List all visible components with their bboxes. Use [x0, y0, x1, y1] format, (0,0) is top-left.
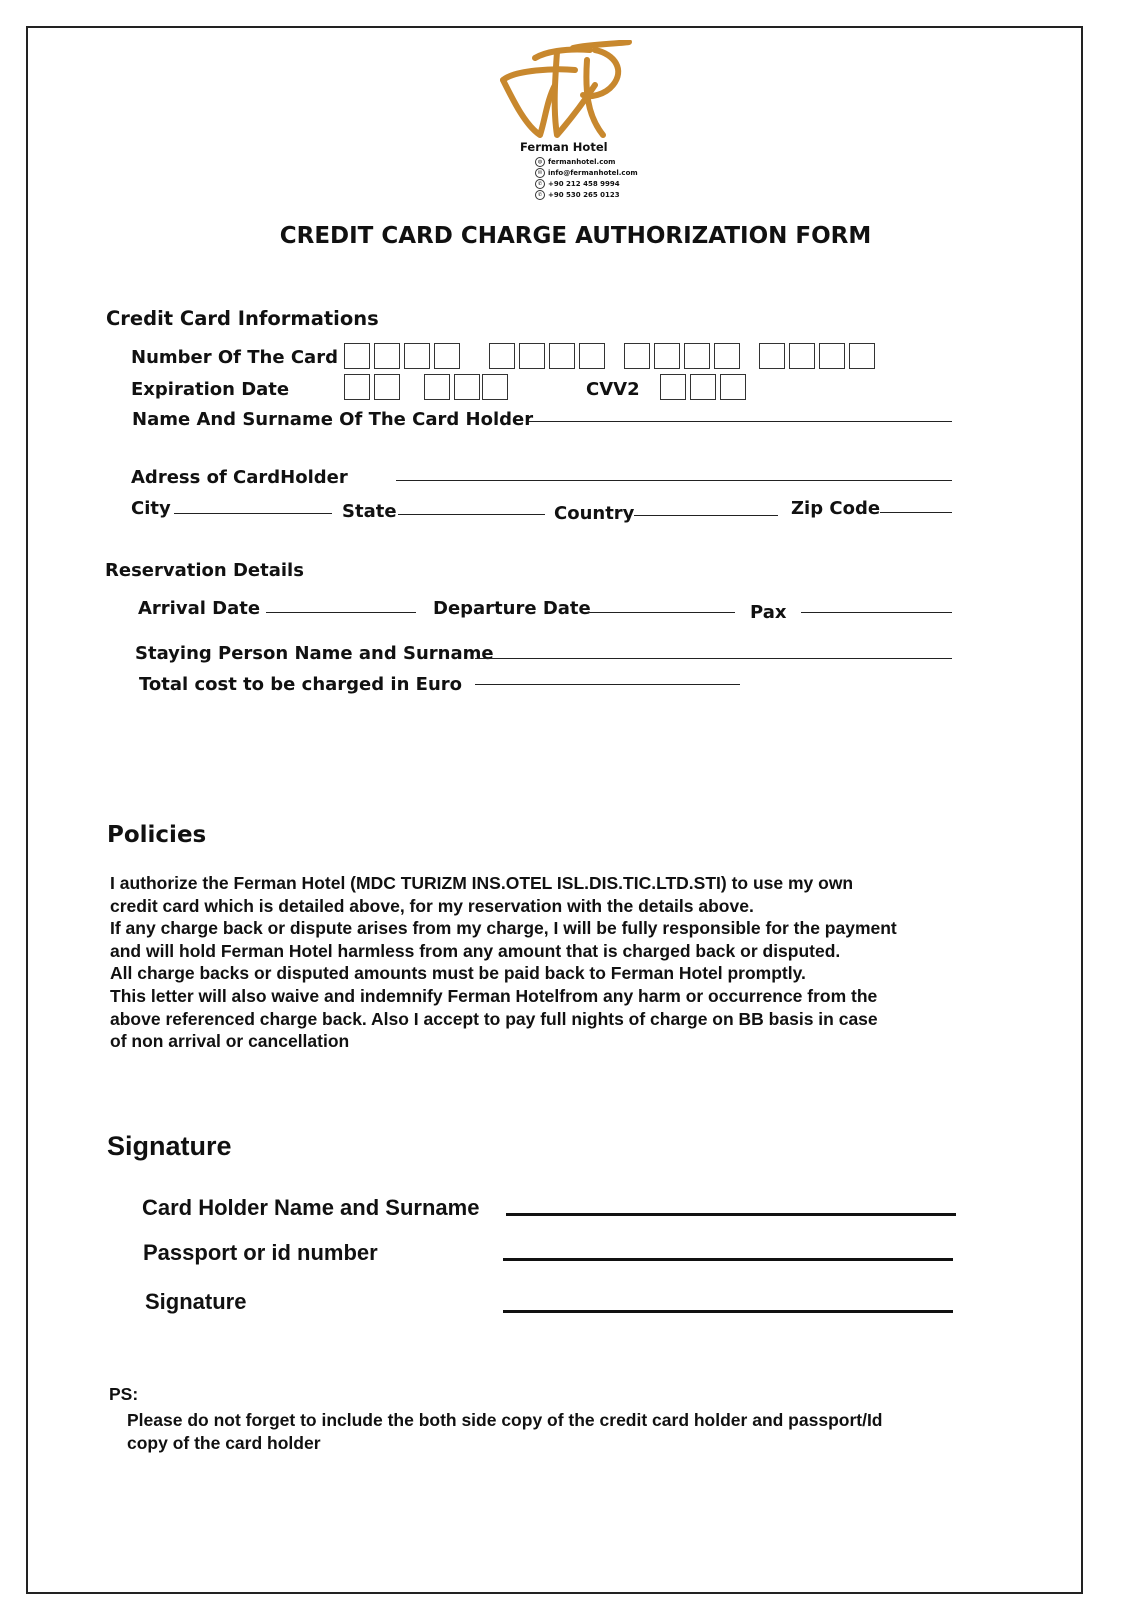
ps-line: copy of the card holder: [127, 1432, 321, 1453]
address-field[interactable]: [396, 480, 952, 481]
policy-line: of non arrival or cancellation: [110, 1031, 350, 1052]
card-digit-box[interactable]: [489, 343, 515, 369]
ps-text: [127, 1409, 1007, 1454]
card-digit-box[interactable]: [849, 343, 875, 369]
total-cost-field[interactable]: [475, 684, 740, 685]
policy-line: If any charge back or dispute arises from my charge, I will be fully responsible for the payment: [110, 918, 897, 939]
staying-person-label: Staying Person Name and Surname: [135, 643, 494, 664]
departure-date-field[interactable]: [585, 612, 735, 613]
email-text: info@fermanhotel.com: [548, 169, 638, 177]
holder-name-label: Name And Surname Of The Card Holder: [132, 409, 534, 430]
card-digit-box[interactable]: [819, 343, 845, 369]
card-digit-box[interactable]: [344, 343, 370, 369]
policies-text: [110, 872, 1010, 1053]
card-digit-box[interactable]: [519, 343, 545, 369]
expiration-label: Expiration Date: [131, 379, 290, 400]
total-cost-label: Total cost to be charged in Euro: [139, 674, 463, 695]
cvv-digit-box[interactable]: [690, 374, 716, 400]
card-digit-box[interactable]: [404, 343, 430, 369]
policy-line: and will hold Ferman Hotel harmless from any amount that is charged back or disputed.: [110, 940, 841, 961]
expiration-year-box[interactable]: [424, 374, 450, 400]
policies-heading: Policies: [107, 822, 207, 848]
cvv-label: CVV2: [586, 379, 640, 400]
ps-label: PS:: [109, 1384, 139, 1404]
phone-icon: ✆: [535, 179, 545, 189]
mail-icon: ✉: [535, 168, 545, 178]
card-holder-name-label: Card Holder Name and Surname: [142, 1195, 480, 1220]
signature-field[interactable]: [503, 1310, 953, 1313]
state-label: State: [342, 501, 397, 522]
expiration-month-box[interactable]: [374, 374, 400, 400]
departure-date-label: Departure Date: [433, 598, 591, 619]
expiration-year-box[interactable]: [454, 374, 480, 400]
hotel-name: Ferman Hotel: [520, 140, 608, 154]
phone-text: +90 212 458 9994: [548, 180, 620, 188]
zip-code-field[interactable]: [880, 512, 952, 513]
city-label: City: [131, 498, 171, 519]
website-text: fermanhotel.com: [548, 158, 616, 166]
reservation-section-heading: Reservation Details: [105, 560, 304, 581]
email-line: [535, 168, 638, 178]
card-digit-box[interactable]: [374, 343, 400, 369]
mobile-text: +90 530 265 0123: [548, 191, 620, 199]
signature-label: Signature: [145, 1289, 247, 1314]
city-field[interactable]: [174, 513, 332, 514]
ferman-hotel-logo-icon: [495, 40, 635, 145]
card-digit-box[interactable]: [434, 343, 460, 369]
mobile-line: [535, 190, 620, 200]
page-border: [26, 26, 1083, 1594]
globe-icon: ◍: [535, 157, 545, 167]
card-digit-box[interactable]: [684, 343, 710, 369]
country-field[interactable]: [634, 515, 778, 516]
card-section-heading: Credit Card Informations: [106, 307, 379, 330]
ps-line: Please do not forget to include the both side copy of the credit card holder and passport/Id: [127, 1410, 883, 1430]
policy-line: All charge backs or disputed amounts must be paid back to Ferman Hotel promptly.: [110, 963, 806, 984]
zip-code-label: Zip Code: [791, 498, 881, 519]
policy-line: This letter will also waive and indemnify Ferman Hotelfrom any harm or occurrence from the: [110, 985, 878, 1006]
policy-line: I authorize the Ferman Hotel (MDC TURIZM INS.OTEL ISL.DIS.TIC.LTD.STI) to use my own: [110, 873, 854, 893]
holder-name-field[interactable]: [528, 421, 952, 422]
whatsapp-icon: ✆: [535, 190, 545, 200]
arrival-date-field[interactable]: [266, 612, 416, 613]
card-digit-box[interactable]: [789, 343, 815, 369]
passport-field[interactable]: [503, 1258, 953, 1261]
policy-line: above referenced charge back. Also I accept to pay full nights of charge on BB basis in case: [110, 1008, 878, 1029]
cvv-digit-box[interactable]: [720, 374, 746, 400]
card-digit-box[interactable]: [714, 343, 740, 369]
phone-line: [535, 179, 620, 189]
signature-heading: Signature: [107, 1131, 232, 1161]
card-digit-box[interactable]: [624, 343, 650, 369]
website-line: [535, 157, 615, 167]
expiration-year-box[interactable]: [482, 374, 508, 400]
policy-line: credit card which is detailed above, for my reservation with the details above.: [110, 895, 754, 916]
card-holder-name-field[interactable]: [506, 1213, 956, 1216]
cvv-digit-box[interactable]: [660, 374, 686, 400]
card-digit-box[interactable]: [654, 343, 680, 369]
country-label: Country: [554, 503, 635, 524]
card-digit-box[interactable]: [759, 343, 785, 369]
address-label: Adress of CardHolder: [131, 467, 348, 488]
arrival-date-label: Arrival Date: [138, 598, 261, 619]
passport-label: Passport or id number: [143, 1240, 378, 1265]
pax-field[interactable]: [801, 612, 952, 613]
staying-person-field[interactable]: [475, 658, 952, 659]
card-digit-box[interactable]: [549, 343, 575, 369]
state-field[interactable]: [398, 514, 545, 515]
expiration-month-box[interactable]: [344, 374, 370, 400]
card-number-label: Number Of The Card: [131, 347, 338, 368]
form-title: CREDIT CARD CHARGE AUTHORIZATION FORM: [279, 223, 872, 249]
pax-label: Pax: [750, 602, 787, 623]
card-digit-box[interactable]: [579, 343, 605, 369]
